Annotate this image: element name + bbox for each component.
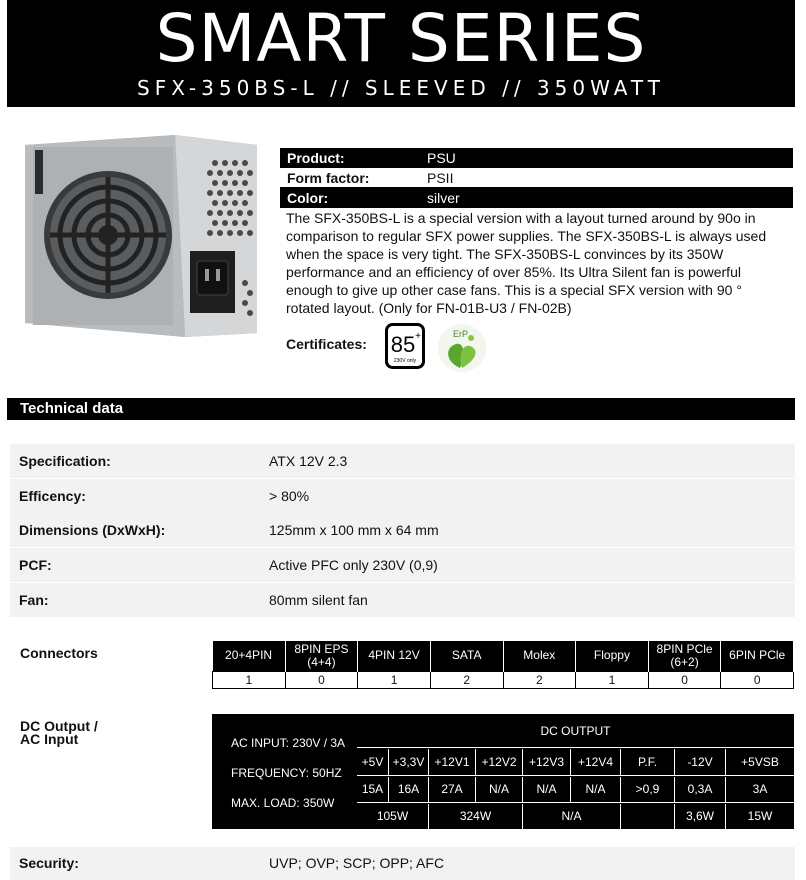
- spec-key: PCF:: [19, 557, 52, 573]
- connector-header: 8PIN PCle (6+2): [648, 641, 721, 671]
- connector-header: Floppy: [576, 641, 649, 671]
- security-row: [10, 847, 795, 880]
- spec-value: ATX 12V 2.3: [269, 453, 348, 469]
- connector-count: 0: [285, 671, 358, 688]
- rail-current: N/A: [476, 777, 523, 803]
- spec-key: Fan:: [19, 592, 49, 608]
- ac-input-panel: [212, 714, 357, 829]
- page-header: [7, 0, 795, 107]
- erp-label: ErP: [453, 329, 469, 339]
- info-row-product: [280, 148, 793, 168]
- spec-row: [10, 548, 795, 582]
- frequency-value: FREQUENCY: 50HZ: [231, 766, 342, 780]
- rail-current: 0,3A: [675, 777, 726, 803]
- product-info-table: [280, 148, 793, 208]
- rail-label: +12V1: [429, 749, 476, 776]
- rail-power: 3,6W: [675, 804, 726, 829]
- connectors-header-row: [213, 641, 794, 671]
- info-row-color: [280, 188, 793, 208]
- connector-count: 0: [721, 671, 794, 688]
- connector-count: 1: [358, 671, 431, 688]
- spec-row: [10, 583, 795, 617]
- rail-power: [621, 804, 675, 829]
- connector-header: Molex: [503, 641, 576, 671]
- info-value: silver: [427, 190, 460, 206]
- spec-value: Active PFC only 230V (0,9): [269, 557, 438, 573]
- connector-count: 1: [213, 671, 286, 688]
- spec-key: Efficency:: [19, 488, 86, 504]
- info-key: Form factor:: [287, 170, 370, 186]
- rail-label: +12V3: [523, 749, 571, 776]
- rail-power: 105W: [357, 804, 429, 829]
- max-load-value: MAX. LOAD: 350W: [231, 796, 335, 810]
- connector-header: 8PIN EPS (4+4): [285, 641, 358, 671]
- info-value: PSU: [427, 150, 456, 166]
- page-subtitle: SFX-350BS-L // SLEEVED // 350WATT: [137, 76, 665, 100]
- ac-input-value: AC INPUT: 230V / 3A: [231, 736, 346, 750]
- spec-row: [10, 444, 795, 478]
- rail-current: >0,9: [621, 777, 675, 803]
- dc-output-label: [20, 720, 98, 746]
- dc-output-panel: [357, 714, 794, 829]
- connector-header: 6PIN PCle: [721, 641, 794, 671]
- technical-data-header: Technical data: [7, 398, 795, 420]
- dc-power-row: [357, 804, 794, 829]
- info-key: Product:: [287, 150, 345, 166]
- certificates-label: Certificates:: [286, 336, 367, 352]
- connectors-label: Connectors: [20, 645, 98, 661]
- spec-key: Dimensions (DxWxH):: [19, 522, 166, 538]
- info-key: Color:: [287, 190, 329, 206]
- spec-value: 80mm silent fan: [269, 592, 368, 608]
- rail-label: +12V4: [571, 749, 621, 776]
- connector-count: 2: [503, 671, 576, 688]
- connector-count: 0: [648, 671, 721, 688]
- spec-key: Specification:: [19, 453, 111, 469]
- connector-header: SATA: [430, 641, 503, 671]
- connector-count: 1: [576, 671, 649, 688]
- dc-output-heading: DC OUTPUT: [357, 714, 794, 748]
- spec-value: 125mm x 100 mm x 64 mm: [269, 522, 439, 538]
- connectors-value-row: [213, 671, 794, 688]
- product-description: The SFX-350BS-L is a special version with a layout turned around by 90o in comparison to regular SFX power supplies. The SFX-350BS-L is always used when the space is very tight. The SFX-350BS-L convinces by its 350W performance and an efficiency of over 85%. Its Ultra Silent fan is powerful enough to give up other case fans. This is a special SFX version with 90 ° rotated layout. (Only for FN-01B-U3 / FN-02B): [286, 210, 767, 316]
- rail-current: 16A: [389, 777, 429, 803]
- connector-header: 4PIN 12V: [358, 641, 431, 671]
- dc-rails-row: [357, 749, 794, 776]
- dc-output-label-line1: DC Output /: [20, 718, 98, 734]
- rail-label: +5V: [357, 749, 389, 776]
- connectors-table: [212, 641, 794, 689]
- security-value: UVP; OVP; SCP; OPP; AFC: [269, 855, 445, 871]
- cert-85-plus: +: [415, 331, 421, 342]
- rail-current: 3A: [726, 777, 794, 803]
- rail-power: 324W: [429, 804, 523, 829]
- connector-header: 20+4PIN: [213, 641, 286, 671]
- spec-value: > 80%: [269, 488, 310, 504]
- cert-85-note: 230V only: [393, 358, 417, 364]
- rail-current: N/A: [571, 777, 621, 803]
- spec-row: [10, 513, 795, 547]
- rail-label: -12V: [675, 749, 726, 776]
- rail-label: P.F.: [621, 749, 675, 776]
- rail-label: +3,3V: [389, 749, 429, 776]
- dc-output-table: [212, 714, 794, 829]
- psu-product-image: [25, 133, 260, 338]
- cert-85-number: 85: [390, 332, 416, 357]
- spec-row: [10, 479, 795, 513]
- rail-current: 27A: [429, 777, 476, 803]
- page-title: SMART SERIES: [155, 0, 647, 77]
- rail-current: N/A: [523, 777, 571, 803]
- info-row-form-factor: [280, 168, 793, 188]
- 80-plus-certificate-icon: [385, 323, 425, 369]
- erp-certificate-icon: [436, 322, 488, 374]
- info-value: PSII: [427, 170, 454, 186]
- rail-power: 15W: [747, 809, 773, 823]
- rail-power: N/A: [523, 804, 621, 829]
- dc-output-label-line2: AC Input: [20, 731, 79, 747]
- connector-count: 2: [430, 671, 503, 688]
- dc-currents-row: [357, 777, 794, 803]
- rail-label: +5VSB: [726, 749, 794, 776]
- rail-label: +12V2: [476, 749, 523, 776]
- security-key: Security:: [19, 855, 79, 871]
- rail-current: 15A: [357, 777, 389, 803]
